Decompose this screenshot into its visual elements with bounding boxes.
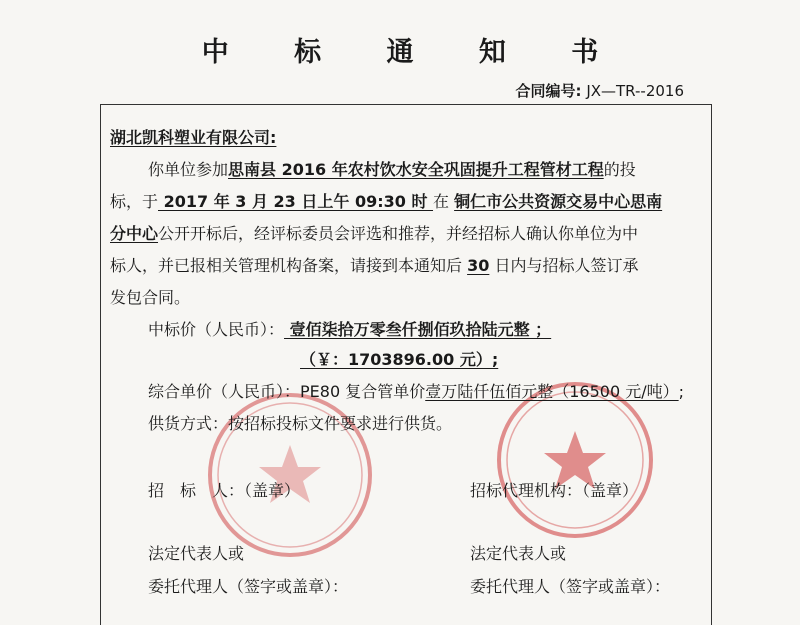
paragraph-line-3: 分中心公开开标后，经评标委员会评选和推荐，并经招标人确认你单位为中 — [110, 224, 639, 243]
agency-signature-label: 招标代理机构：（盖章） — [470, 481, 639, 500]
bid-price-number: （￥：1703896.00 元）; — [300, 350, 499, 369]
legal-rep-right: 法定代表人或 — [470, 544, 567, 563]
legal-rep-left: 法定代表人或 — [148, 544, 245, 563]
document-title: 中 标 通 知 书 — [201, 37, 627, 68]
bid-price-line: 中标价（人民币）： 壹佰柒拾万零叁仟捌佰玖拾陆元整 ； — [148, 320, 552, 339]
agent-left: 委托代理人（签字或盖章）： — [148, 577, 349, 596]
paragraph-line-2: 标，于 2017 年 3 月 23 日上午 09:30 时 在 铜仁市公共资源交易中心思南 — [110, 192, 663, 211]
agent-right: 委托代理人（签字或盖章）： — [470, 577, 671, 596]
signing-days: 30 — [467, 256, 490, 275]
project-name: 思南县 2016 年农村饮水安全巩固提升工程管材工程 — [228, 160, 604, 179]
unit-price-line: 综合单价（人民币）：PE80 复合管单价壹万陆仟伍佰元整（16500 元/吨）; — [148, 382, 685, 401]
unit-price-value: 壹万陆仟伍佰元整（16500 元/吨） — [425, 382, 679, 401]
contract-number-value: JX—TR--2016 — [586, 82, 684, 100]
paragraph-line-5: 发包合同。 — [110, 288, 191, 307]
contract-number-label: 合同编号: — [515, 82, 582, 100]
tenderer-signature-label: 招 标 人：（盖章） — [148, 481, 301, 500]
paragraph-line-4: 标人，并已报相关管理机构备案，请接到本通知后 30 日内与招标人签订承 — [110, 256, 639, 275]
supply-method: 供货方式：按招标投标文件要求进行供货。 — [148, 414, 453, 433]
bid-price-words: 壹佰柒拾万零叁仟捌佰玖拾陆元整 ； — [284, 320, 552, 339]
addressee: 湖北凯科塑业有限公司: — [110, 128, 277, 147]
paragraph-line-1: 你单位参加思南县 2016 年农村饮水安全巩固提升工程管材工程的投 — [148, 160, 636, 179]
bid-open-place: 铜仁市公共资源交易中心思南 — [454, 192, 663, 211]
contract-number — [516, 80, 684, 101]
bid-open-date: 2017 年 3 月 23 日上午 09:30 时 — [158, 192, 434, 211]
